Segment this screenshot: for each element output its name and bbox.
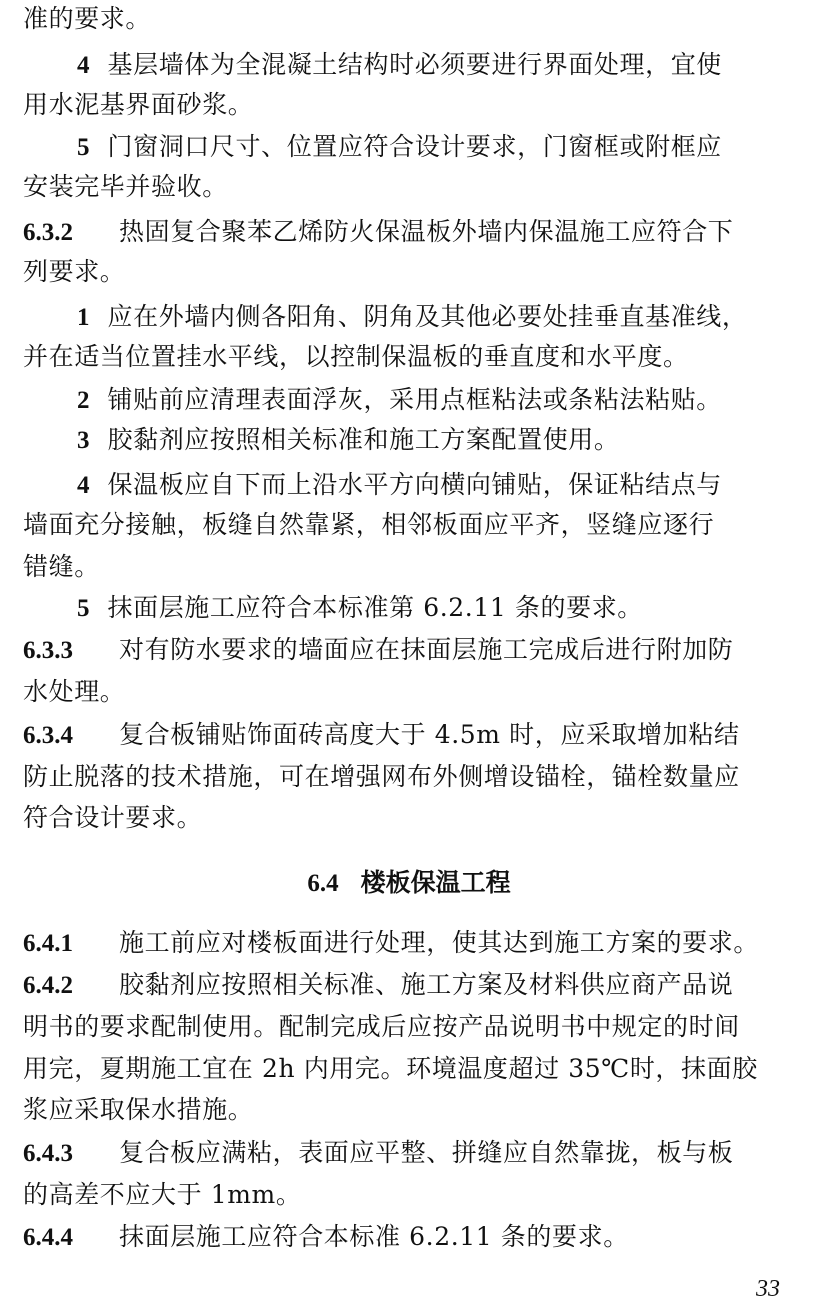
text-line xyxy=(23,675,804,709)
list-item-line xyxy=(77,591,804,625)
line-text: 抹面层施工应符合本标准 6.2.11 条的要求。 xyxy=(119,1222,629,1251)
text-line xyxy=(23,1010,804,1044)
clause-number: 6.3.2 xyxy=(23,219,73,246)
clause-number: 6.4.1 xyxy=(23,930,73,957)
line-text: 保温板应自下而上沿水平方向横向铺贴，保证粘结点与 xyxy=(107,470,722,499)
text-line xyxy=(23,1052,804,1086)
item-number: 4 xyxy=(77,472,90,499)
line-text: 符合设计要求。 xyxy=(23,803,203,832)
list-item-line xyxy=(77,423,804,457)
item-number: 4 xyxy=(77,52,90,79)
line-text: 用完，夏期施工宜在 2h 内用完。环境温度超过 35℃时，抹面胶 xyxy=(23,1054,758,1083)
line-text: 准的要求。 xyxy=(23,4,152,33)
item-number: 5 xyxy=(77,134,90,161)
item-number: 5 xyxy=(77,595,90,622)
clause-number: 6.3.4 xyxy=(23,722,73,749)
item-number: 1 xyxy=(77,304,90,331)
item-number: 3 xyxy=(77,427,90,454)
line-text: 抹面层施工应符合本标准第 6.2.11 条的要求。 xyxy=(107,593,643,622)
clause-number: 6.4.3 xyxy=(23,1140,73,1167)
clause-line xyxy=(23,968,804,1002)
line-text: 的高差不应大于 1mm。 xyxy=(23,1180,302,1209)
line-text: 铺贴前应清理表面浮灰，采用点框粘法或条粘法粘贴。 xyxy=(107,385,722,414)
clause-number: 6.4.2 xyxy=(23,972,73,999)
line-text: 基层墙体为全混凝土结构时必须要进行界面处理，宜使 xyxy=(107,50,722,79)
line-text: 并在适当位置挂水平线，以控制保温板的垂直度和水平度。 xyxy=(23,342,689,371)
clause-line xyxy=(23,1136,804,1170)
text-line xyxy=(23,760,804,794)
text-line xyxy=(23,550,804,584)
text-line xyxy=(23,170,804,204)
clause-line xyxy=(23,718,804,752)
clause-line xyxy=(23,215,804,249)
list-item-line xyxy=(77,130,804,164)
list-item-line xyxy=(77,383,804,417)
line-text: 复合板铺贴饰面砖高度大于 4.5m 时，应采取增加粘结 xyxy=(119,720,740,749)
list-item-line xyxy=(77,468,804,502)
line-text: 胶黏剂应按照相关标准和施工方案配置使用。 xyxy=(107,425,620,454)
line-text: 明书的要求配制使用。配制完成后应按产品说明书中规定的时间 xyxy=(23,1012,740,1041)
list-item-line xyxy=(77,300,804,334)
page-number: 33 xyxy=(756,1276,780,1302)
line-text: 复合板应满粘，表面应平整、拼缝应自然靠拢，板与板 xyxy=(119,1138,734,1167)
line-text: 门窗洞口尺寸、位置应符合设计要求，门窗框或附框应 xyxy=(107,132,722,161)
clause-number: 6.4.4 xyxy=(23,1224,73,1251)
text-line xyxy=(23,508,804,542)
line-text: 浆应采取保水措施。 xyxy=(23,1095,254,1124)
section-number: 6.4 xyxy=(307,870,339,897)
line-text: 应在外墙内侧各阳角、阴角及其他必要处挂垂直基准线， xyxy=(107,302,748,331)
clause-line xyxy=(23,633,804,667)
line-text: 水处理。 xyxy=(23,677,126,706)
line-text: 胶黏剂应按照相关标准、施工方案及材料供应商产品说 xyxy=(119,970,734,999)
text-line xyxy=(23,88,804,122)
list-item-line xyxy=(77,48,804,82)
text-line xyxy=(23,340,804,374)
line-text: 列要求。 xyxy=(23,257,126,286)
section-heading xyxy=(0,866,818,901)
line-text: 用水泥基界面砂浆。 xyxy=(23,90,254,119)
text-line xyxy=(23,1093,804,1127)
line-text: 热固复合聚苯乙烯防火保温板外墙内保温施工应符合下 xyxy=(119,217,734,246)
item-number: 2 xyxy=(77,387,90,414)
line-text: 墙面充分接触，板缝自然靠紧，相邻板面应平齐，竖缝应逐行 xyxy=(23,510,715,539)
line-text: 防止脱落的技术措施，可在增强网布外侧增设锚栓，锚栓数量应 xyxy=(23,762,740,791)
section-title: 楼板保温工程 xyxy=(360,868,511,897)
line-text: 施工前应对楼板面进行处理，使其达到施工方案的要求。 xyxy=(119,928,760,957)
line-text: 对有防水要求的墙面应在抹面层施工完成后进行附加防 xyxy=(119,635,734,664)
clause-line xyxy=(23,1220,804,1254)
text-line xyxy=(23,1178,804,1212)
line-text: 安装完毕并验收。 xyxy=(23,172,228,201)
clause-number: 6.3.3 xyxy=(23,637,73,664)
text-line xyxy=(23,2,804,36)
text-line xyxy=(23,255,804,289)
clause-line xyxy=(23,926,804,960)
text-line xyxy=(23,801,804,835)
line-text: 错缝。 xyxy=(23,552,100,581)
